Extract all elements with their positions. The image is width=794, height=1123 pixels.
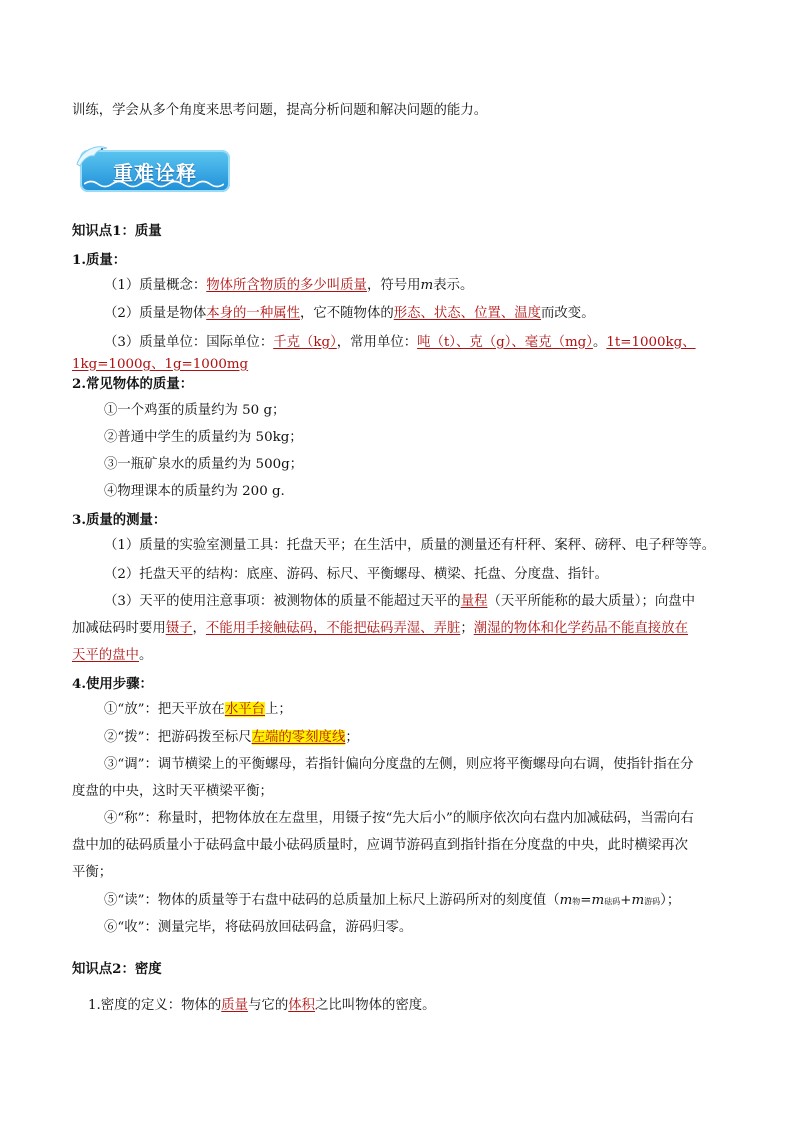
s3-item-2: （2）托盘天平的结构：底座、游码、标尺、平衡螺母、横梁、托盘、分度盘、指针。 (104, 567, 608, 582)
dolphin-icon (74, 142, 110, 172)
s2-item: ②普通中学生的质量约为 50kg； (104, 430, 303, 445)
s4-step-4-cont2: 平衡； (72, 865, 113, 880)
kp2-definition: 1.密度的定义：物体的质量与它的体积之比叫物体的密度。 (88, 998, 436, 1013)
s3-item-1: （1）质量的实验室测量工具：托盘天平；在生活中，质量的测量还有杆秤、案秤、磅秤、电子秤等等。 (104, 538, 716, 553)
kp2-heading: 知识点2：密度 (72, 961, 162, 977)
wave-decoration-icon (84, 179, 224, 189)
kp1-heading: 知识点1：质量 (72, 223, 162, 239)
s1-item-3: （3）质量单位：国际单位：千克（kg），常用单位：吨（t）、克（g）、毫克（mg）。1t=1000kg、 (104, 335, 696, 350)
s3-title: 3.质量的测量： (72, 512, 167, 528)
s4-step-5: ⑤“读”：物体的质量等于右盘中砝码的总质量加上标尺上游码所对的刻度值（m物=m砝码+m游码）； (104, 893, 681, 908)
s3-item-3: （3）天平的使用注意事项：被测物体的质量不能超过天平的量程（天平所能称的最大质量）；向盘中 (104, 594, 696, 609)
s1-item-2: （2）质量是物体本身的一种属性，它不随物体的形态、状态、位置、温度而改变。 (104, 306, 595, 321)
s4-step-2: ②“拨”：把游码拨至标尺左端的零刻度线； (104, 730, 359, 745)
s2-item: ①一个鸡蛋的质量约为 50 g； (104, 403, 286, 418)
s4-title: 4.使用步骤： (72, 676, 153, 692)
s1-title: 1.质量： (72, 252, 127, 268)
intro-text: 训练，学会从多个角度来思考问题，提高分析问题和解决问题的能力。 (72, 103, 488, 118)
s2-title: 2.常见物体的质量： (72, 376, 194, 392)
banner-title: 重难诠释 (113, 161, 197, 185)
s1-item-1: （1）质量概念：物体所含物质的多少叫质量，符号用m表示。 (104, 278, 474, 293)
s4-step-3: ③“调”：调节横梁上的平衡螺母，若指针偏向分度盘的左侧，则应将平衡螺母向右调，使指针指在分 (104, 757, 694, 772)
s1-item-3-cont: 1kg=1000g、1g=1000mg (72, 357, 249, 372)
s3-item-3-cont: 加减砝码时要用镊子，不能用手接触砝码，不能把砝码弄湿、弄脏；潮湿的物体和化学药品不能直接放在 (72, 621, 688, 636)
s4-step-4-cont: 盘中加的砝码质量小于砝码盒中最小砝码质量时，应调节游码直到指针指在分度盘的中央，此时横梁再次 (72, 838, 688, 853)
section-banner (80, 150, 230, 192)
s3-item-3-cont2: 天平的盘中。 (72, 648, 153, 663)
s4-step-4: ④“称”：称量时，把物体放在左盘里，用镊子按“先大后小”的顺序依次向右盘内加减砝码，当需向右 (104, 811, 694, 826)
s4-step-3-cont: 度盘的中央，这时天平横梁平衡； (72, 784, 273, 799)
s4-step-1: ①“放”：把天平放在水平台上； (104, 702, 292, 717)
s4-step-6: ⑥“收”：测量完毕，将砝码放回砝码盒，游码归零。 (104, 920, 413, 935)
s2-item: ③一瓶矿泉水的质量约为 500g； (104, 457, 304, 472)
s2-item: ④物理课本的质量约为 200 g. (104, 484, 285, 499)
